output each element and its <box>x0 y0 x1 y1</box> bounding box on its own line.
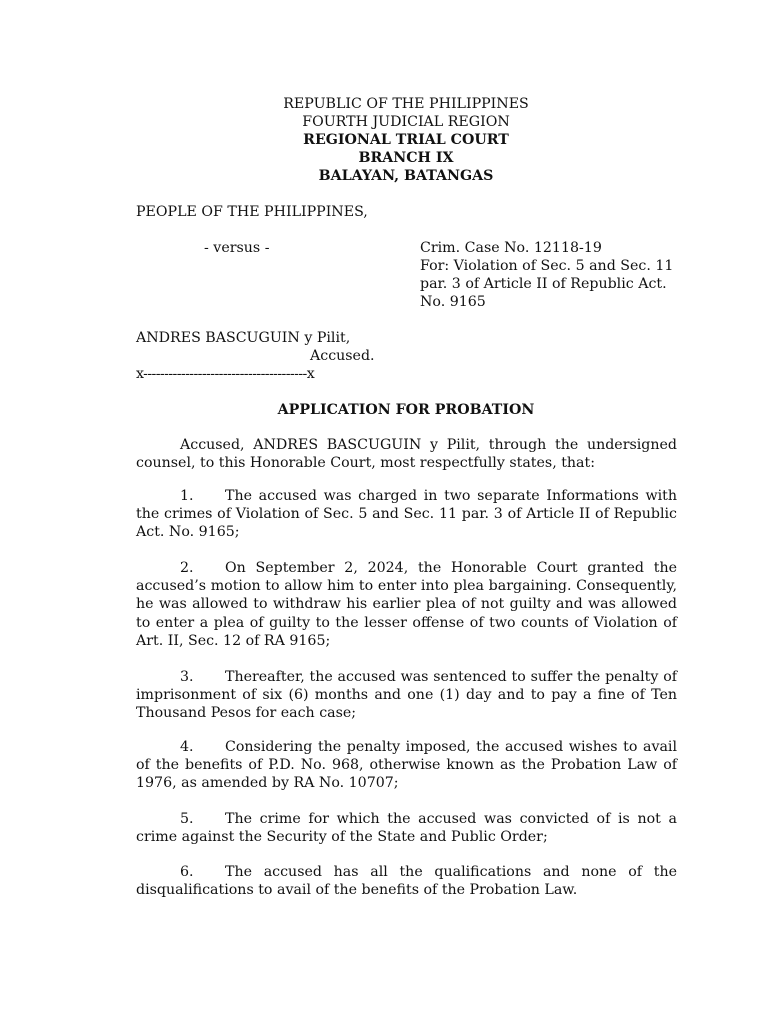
paragraph-number: 2. <box>180 560 194 576</box>
numbered-paragraph-1 <box>136 487 677 542</box>
header-branch: BRANCH IX <box>358 150 454 166</box>
numbered-paragraph-3 <box>136 668 677 723</box>
paragraph-number: 1. <box>180 488 194 504</box>
header-region: FOURTH JUDICIAL REGION <box>302 114 510 130</box>
header-republic: REPUBLIC OF THE PHILIPPINES <box>283 96 529 112</box>
paragraph-text: Considering the penalty imposed, the accused wishes to avail of the benefits of P.D. No. 968, otherwise known as the Probation Law of 1976, as amended by RA No. 10707; <box>136 739 677 792</box>
caption-offense-line-2: par. 3 of Article II of Republic Act. <box>420 276 667 292</box>
paragraph-text: The accused has all the qualifications and none of the disqualifications to avail of the benefits of the Probation Law. <box>136 864 677 899</box>
document-title: APPLICATION FOR PROBATION <box>277 402 535 418</box>
caption-accused-name: ANDRES BASCUGUIN y Pilit, <box>136 330 351 346</box>
paragraph-text: The crime for which the accused was convicted of is not a crime against the Security of the State and Public Order; <box>136 811 677 846</box>
paragraph-text: The accused was charged in two separate Informations with the crimes of Violation of Sec. 5 and Sec. 11 par. 3 of Article II of Republic Act. No. 9165; <box>136 488 677 541</box>
caption-versus: - versus - <box>204 240 270 256</box>
caption-offense-line-3: No. 9165 <box>420 294 486 310</box>
header-court: REGIONAL TRIAL COURT <box>303 132 509 148</box>
caption-accused-label: Accused. <box>310 348 375 364</box>
paragraph-number: 4. <box>180 739 194 755</box>
numbered-paragraph-6 <box>136 863 677 899</box>
paragraph-number: 5. <box>180 811 194 827</box>
intro-paragraph: Accused, ANDRES BASCUGUIN y Pilit, through the undersigned counsel, to this Honorable Court, most respectfully states, that: <box>136 437 677 472</box>
caption-offense-line-1: For: Violation of Sec. 5 and Sec. 11 <box>420 258 674 274</box>
numbered-paragraph-5 <box>136 810 677 846</box>
caption-separator: x---------------------------------------x <box>136 366 315 382</box>
paragraph-text: On September 2, 2024, the Honorable Court granted the accused’s motion to allow him to enter into plea bargaining. Consequently, he was allowed to withdraw his earlier plea of not guilty and was allowed to enter a plea of guilty to the lesser offense of two counts of Violation of Art. II, Sec. 12 of RA 9165; <box>136 560 677 649</box>
paragraph-number: 6. <box>180 864 194 880</box>
caption-case-number: Crim. Case No. 12118-19 <box>420 240 602 256</box>
caption-plaintiff: PEOPLE OF THE PHILIPPINES, <box>136 204 368 220</box>
paragraph-number: 3. <box>180 669 194 685</box>
numbered-paragraph-2 <box>136 559 677 650</box>
paragraph-text: Thereafter, the accused was sentenced to suffer the penalty of imprisonment of six (6) months and one (1) day and to pay a fine of Ten Thousand Pesos for each case; <box>136 669 677 722</box>
header-location: BALAYAN, BATANGAS <box>318 168 494 184</box>
numbered-paragraph-4 <box>136 738 677 793</box>
